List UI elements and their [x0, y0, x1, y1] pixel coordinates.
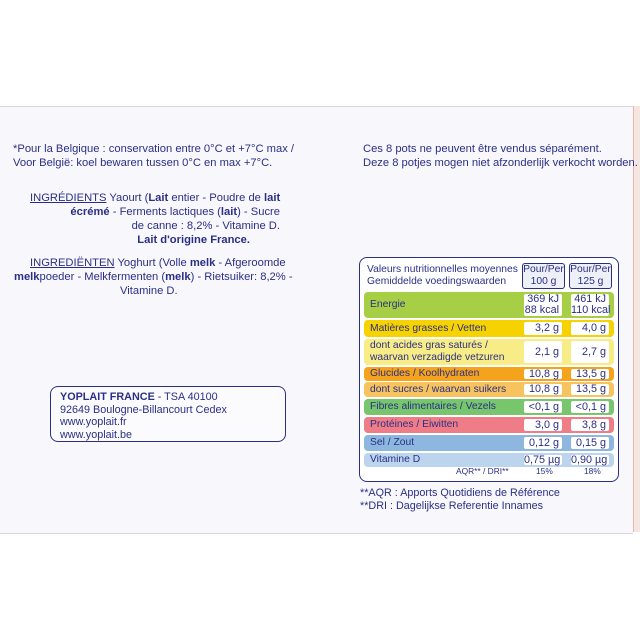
nutrition-row — [364, 339, 614, 365]
allergen: melk — [14, 271, 40, 283]
daily-reference-100g: 15% — [536, 466, 553, 476]
nutrient-label: Fibres alimentaires / Vezels — [370, 401, 496, 412]
company-postal: - TSA 40100 — [154, 391, 218, 403]
ingredients-fr — [30, 191, 280, 247]
website-fr[interactable]: www.yoplait.fr — [60, 416, 127, 428]
value-per-100g: 10,8 g — [524, 369, 562, 379]
allergen: lait — [264, 192, 281, 204]
allergen: Lait — [148, 192, 169, 204]
storage-nl: Voor België: koel bewaren tussen 0°C en max +7°C. — [13, 157, 273, 169]
nutrition-row — [364, 382, 614, 397]
nutrient-label: Energie — [370, 299, 406, 310]
value-per-125g: 13,5 g — [571, 384, 609, 395]
value-per-125g: 4,0 g — [571, 322, 609, 335]
value-per-100g: 0,75 µg — [524, 454, 561, 466]
website-be[interactable]: www.yoplait.be — [60, 428, 133, 441]
nutrition-row — [364, 453, 614, 467]
nutrition-row — [364, 292, 614, 318]
storage-info — [13, 142, 294, 170]
value-per-125g: <0,1 g — [571, 401, 609, 413]
ingredient-text: - Afgeroomde — [215, 257, 286, 269]
allergen: melk — [189, 257, 216, 269]
ingredient-text: entier - Poudre de — [168, 192, 265, 204]
ingredients-fr-heading: INGRÉDIENTS — [30, 192, 107, 204]
value-per-125g: 0,90 µg — [571, 454, 608, 466]
nutrient-label: Vitamine D — [370, 454, 421, 465]
daily-reference-125g: 18% — [584, 466, 601, 476]
value-per-125g: 2,7 g — [571, 341, 609, 363]
nutrition-row — [364, 320, 614, 337]
storage-fr: *Pour la Belgique : conservation entre 0°C et +7°C max / — [13, 143, 295, 155]
allergen: melk — [165, 271, 191, 283]
column-label: Pour/Per — [523, 264, 564, 275]
value-per-100g: 10,8 g — [524, 384, 562, 395]
column-header-100g — [522, 263, 565, 289]
ingredient-text: de canne : 8,2% - Vitamine D. — [131, 220, 280, 232]
value-per-125g: 13,5 g — [571, 369, 609, 379]
daily-reference-label: AQR** / DRI** — [456, 466, 509, 476]
ingredient-text: ) - Rietsuiker: 8,2% - — [190, 271, 293, 283]
address-box — [50, 386, 286, 442]
nutrient-label: Glucides / Koolhydraten — [370, 368, 480, 379]
ingredient-text: poeder - Melkfermenten ( — [39, 271, 166, 283]
nutrition-header — [367, 264, 518, 288]
nutrition-header-nl: Gemiddelde voedingswaarden — [367, 276, 507, 287]
company-city: 92649 Boulogne-Billancourt Cedex — [60, 403, 227, 416]
nutrition-row — [364, 435, 614, 451]
nutrition-row — [364, 367, 614, 381]
ingredient-text: Vitamine D. — [120, 285, 178, 297]
nutrition-table — [359, 257, 619, 482]
allergen: lait — [220, 206, 238, 218]
column-unit: 100 g — [530, 276, 557, 287]
value-per-125g: 0,15 g — [571, 437, 609, 449]
nutrient-label: dont acides gras saturés / waarvan verzadigde vetzuren — [370, 340, 505, 363]
not-sold-separately — [363, 142, 638, 170]
column-header-125g — [569, 263, 612, 289]
value-per-100g: 3,2 g — [524, 322, 562, 335]
value-per-100g: 0,12 g — [524, 437, 562, 449]
value-per-100g: 3,0 g — [524, 419, 562, 431]
column-label: Pour/Per — [570, 264, 611, 275]
nutrition-row — [364, 417, 614, 433]
origin-statement: Lait d'origine France. — [137, 234, 250, 246]
column-unit: 125 g — [577, 276, 604, 287]
nutrient-label: Matières grasses / Vetten — [370, 322, 487, 334]
company-name: YOPLAIT FRANCE — [60, 391, 155, 403]
not-sold-fr: Ces 8 pots ne peuvent être vendus séparément. — [363, 143, 602, 155]
footnote-aqr: **AQR : Apports Quotidiens de Référence — [360, 487, 560, 499]
nutrition-header-fr: Valeurs nutritionnelles moyennes — [367, 264, 518, 275]
ingredients-nl — [14, 256, 293, 298]
value-per-100g: <0,1 g — [524, 401, 562, 413]
ingredient-text: Yaourt ( — [106, 192, 149, 204]
nutrient-label: Protéines / Eiwitten — [370, 419, 459, 430]
ingredient-text: - Ferments lactiques ( — [109, 206, 221, 218]
value-per-100g: 369 kJ 88 kcal — [524, 294, 562, 316]
footnote-dri: **DRI : Dagelijkse Referentie Innames — [360, 500, 544, 512]
ingredient-text: Yoghurt (Volle — [114, 257, 190, 269]
not-sold-nl: Deze 8 potjes mogen niet afzonderlijk verkocht worden. — [363, 157, 638, 169]
nutrient-label: dont sucres / waarvan suikers — [370, 383, 507, 395]
value-per-100g: 2,1 g — [524, 341, 562, 363]
value-per-125g: 3,8 g — [571, 419, 609, 431]
allergen: écrémé — [70, 206, 110, 218]
ingredients-nl-heading: INGREDIËNTEN — [30, 257, 115, 269]
nutrition-row — [364, 399, 614, 415]
ingredient-text: ) - Sucre — [237, 206, 280, 218]
value-per-125g: 461 kJ 110 kcal — [571, 293, 611, 316]
nutrient-label: Sel / Zout — [370, 437, 415, 448]
